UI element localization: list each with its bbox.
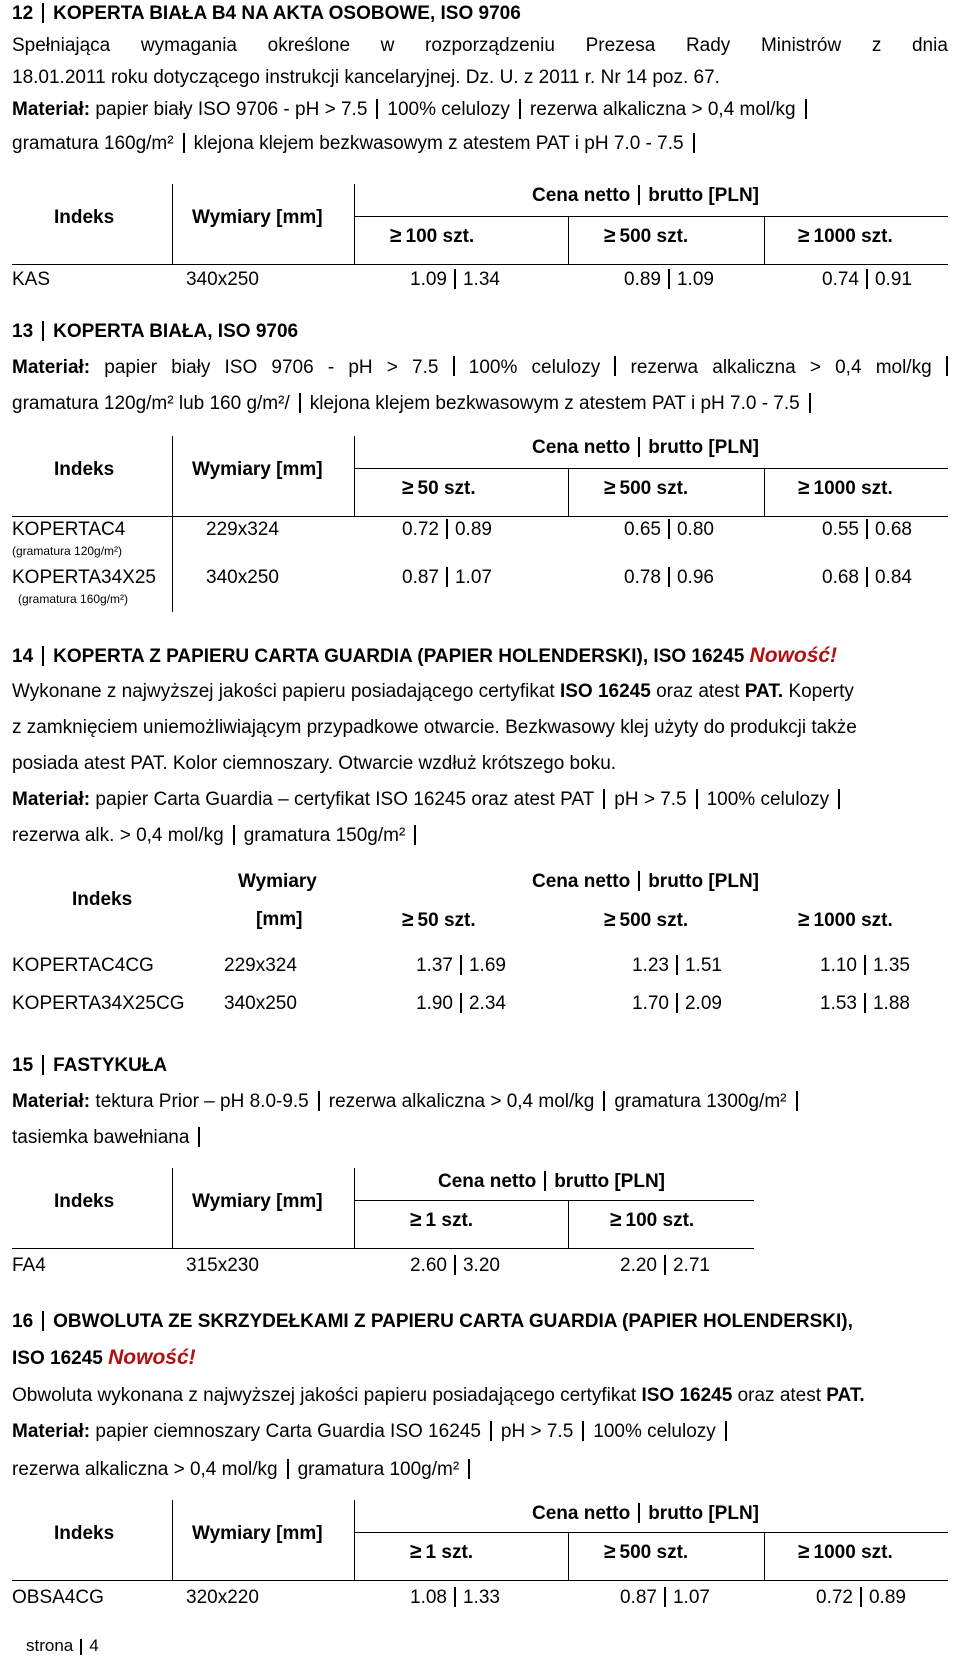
new-badge: Nowość! [108,1346,196,1369]
col-wymiary: Wymiary [mm] [192,459,323,480]
section-14-material-line2: rezerwa alk. > 0,4 mol/kg gramatura 150g/m² [12,824,425,848]
desc-word: dnia [911,35,948,56]
row-price-3: 0.68 0.84 [822,567,912,588]
section-13-material-line1 [12,356,948,380]
col-qty-2: ≥ 500 szt. [604,908,689,931]
row-indeks: KOPERTAC4 [12,519,126,540]
material-word: pH [348,357,373,378]
material-label: Materiał: [12,1421,91,1442]
row-indeks: KOPERTA34X25CG [12,993,185,1014]
material-grammage: gramatura 120g/m² lub 160 g/m²/ [12,393,290,414]
material-word: celulozy [531,357,601,378]
row-price-2: 1.23 1.51 [632,955,722,976]
material-cellulose: 100% celulozy [387,99,510,120]
material-word: - [327,357,335,378]
material-label: Materiał: [12,1091,91,1112]
section-12-material-line1 [12,98,816,122]
row-indeks: OBSA4CG [12,1587,104,1608]
section-16-price-table [12,1496,948,1586]
col-qty-3: ≥ 1000 szt. [798,1540,893,1563]
material-glue: klejona klejem bezkwasowym z atestem PAT i pH 7.0 - 7.5 [309,393,800,414]
col-indeks: Indeks [54,459,115,480]
col-qty-2: ≥ 500 szt. [604,476,689,499]
new-badge: Nowość! [749,644,838,667]
col-qty-2: ≥ 500 szt. [604,224,689,247]
col-cena: Cena netto brutto [PLN] [532,871,759,892]
col-wymiary: Wymiary [mm] [192,207,323,228]
col-qty-1: ≥ 1 szt. [410,1208,474,1231]
col-qty-3: ≥ 1000 szt. [798,224,893,247]
row-wymiary: 320x220 [186,1587,259,1608]
row-note: (gramatura 160g/m²) [18,592,129,606]
section-12-desc-line1 [12,34,948,58]
desc-word: określone [267,35,351,56]
table-row [12,516,948,564]
material-word: papier [104,357,158,378]
section-13-material-line2 [12,392,820,416]
row-indeks: KOPERTAC4CG [12,955,154,976]
desc-word: Ministrów [760,35,842,56]
desc-word: w [380,35,395,56]
section-13-title: 13 KOPERTA BIAŁA, ISO 9706 [12,321,299,342]
row-wymiary: 340x250 [186,269,259,290]
section-15-price-table [12,1164,948,1254]
section-12-material-line2 [12,132,704,156]
table-row [12,1584,948,1620]
row-price-3: 0.55 0.68 [822,519,912,540]
material-word: ISO [224,357,258,378]
section-16-title-line2: ISO 16245 Nowość! [12,1346,196,1369]
section-16-desc: Obwoluta wykonana z najwyższej jakości papieru posiadającego certyfikat ISO 16245 oraz atest PAT. [12,1385,865,1406]
col-cena: Cena netto brutto [PLN] [532,437,759,458]
col-qty-1: ≥ 50 szt. [402,476,476,499]
row-wymiary: 229x324 [206,519,279,540]
material-word: mol/kg [875,357,932,378]
section-15-material-line1: Materiał: tektura Prior – pH 8.0-9.5 rezerwa alkaliczna > 0,4 mol/kg gramatura 1300g/m² [12,1090,807,1114]
separator-bar [453,356,455,376]
section-16-title-line1: 16 OBWOLUTA ZE SKRZYDEŁKAMI Z PAPIERU CARTA GUARDIA (PAPIER HOLENDERSKI), [12,1311,853,1332]
row-price-1: 1.37 1.69 [416,955,506,976]
row-price-2: 0.65 0.80 [624,519,714,540]
section-14-desc-line2: z zamknięciem uniemożliwiającym przypadkowe otwarcie. Bezkwasowy klej użyty do produkcji także [12,717,857,738]
col-indeks: Indeks [54,1191,115,1212]
table-row [12,952,948,988]
col-cena: Cena netto brutto [PLN] [438,1171,665,1192]
section-12-title: 12 KOPERTA BIAŁA B4 NA AKTA OSOBOWE, ISO 9706 [12,3,521,24]
row-price-3: 0.74 0.91 [822,269,912,290]
material-label: Materiał: [12,789,91,810]
material-word: 9706 [271,357,314,378]
col-indeks: Indeks [54,207,115,228]
material-grammage: gramatura 160g/m² [12,133,174,154]
table-row [12,1252,948,1288]
section-14-desc-line3: posiada atest PAT. Kolor ciemnoszary. Otwarcie wzdłuż krótszego boku. [12,753,617,774]
col-wymiary-unit: [mm] [256,909,303,930]
desc-word: rozporządzeniu [425,35,555,56]
section-15-title: 15 FASTYKUŁA [12,1055,168,1076]
material-word: 0,4 [835,357,862,378]
row-price-3: 1.10 1.35 [820,955,910,976]
row-wymiary: 315x230 [186,1255,259,1276]
section-12-desc-line2: 18.01.2011 roku dotyczącego instrukcji kancelaryjnej. Dz. U. z 2011 r. Nr 14 poz. 67. [12,67,720,88]
row-price-1: 0.87 1.07 [402,567,492,588]
col-qty-1: ≥ 50 szt. [402,908,476,931]
col-wymiary: Wymiary [mm] [192,1523,323,1544]
desc-word: Spełniająca [12,35,111,56]
row-price-3: 0.72 0.89 [816,1587,906,1608]
section-14-title: 14 KOPERTA Z PAPIERU CARTA GUARDIA (PAPIER HOLENDERSKI), ISO 16245 Nowość! [12,644,838,667]
col-indeks: Indeks [72,889,133,910]
material-word: 7.5 [412,357,439,378]
col-wymiary: Wymiary [238,871,317,892]
material-alkaline: rezerwa alkaliczna > 0,4 mol/kg [529,99,796,120]
row-price-1: 1.90 2.34 [416,993,506,1014]
material-word: > [386,357,398,378]
col-qty-1: ≥ 1 szt. [410,1540,474,1563]
row-price-2: 1.70 2.09 [632,993,722,1014]
col-qty-2: ≥ 500 szt. [604,1540,689,1563]
material-word: alkaliczna [712,357,796,378]
row-wymiary: 340x250 [206,567,279,588]
col-qty-3: ≥ 1000 szt. [798,908,893,931]
material-word: > [809,357,821,378]
section-16-material-line2: rezerwa alkaliczna > 0,4 mol/kg gramatura 100g/m² [12,1458,479,1482]
table-row [12,564,948,612]
section-14-material-line1: Materiał: papier Carta Guardia – certyfikat ISO 16245 oraz atest PAT pH > 7.5 100% celulozy [12,788,849,812]
col-qty-1: ≥ 100 szt. [390,224,475,247]
row-price-1: 1.08 1.33 [410,1587,500,1608]
col-indeks: Indeks [54,1523,115,1544]
separator-bar [614,356,616,376]
material-glue: klejona klejem bezkwasowym z atestem PAT i pH 7.0 - 7.5 [193,133,684,154]
page-footer: strona 4 [26,1636,99,1655]
row-indeks: KAS [12,269,51,290]
table-row [12,990,948,1026]
material-label: Materiał: [12,99,91,120]
desc-word: Prezesa [585,35,656,56]
section-14-price-table [12,864,948,954]
col-cena: Cena netto brutto [PLN] [532,1503,759,1524]
col-cena: Cena netto brutto [PLN] [532,185,759,206]
desc-word: wymagania [140,35,237,56]
material-word: rezerwa [630,357,699,378]
row-price-2: 0.78 0.96 [624,567,714,588]
row-note: (gramatura 120g/m²) [12,544,123,558]
row-price-2: 0.89 1.09 [624,269,714,290]
material-word: 100% [468,357,518,378]
row-indeks: KOPERTA34X25 [12,567,156,588]
desc-word: z [871,35,882,56]
col-wymiary: Wymiary [mm] [192,1191,323,1212]
row-wymiary: 340x250 [224,993,297,1014]
row-indeks: FA4 [12,1255,46,1276]
row-price-1: 1.09 1.34 [410,269,500,290]
row-price-2: 0.87 1.07 [620,1587,710,1608]
row-price-1: 2.60 3.20 [410,1255,500,1276]
section-15-material-line2: tasiemka bawełniana [12,1126,209,1150]
section-16-material-line1: Materiał: papier ciemnoszary Carta Guardia ISO 16245 pH > 7.5 100% celulozy [12,1420,736,1444]
row-price-3: 1.53 1.88 [820,993,910,1014]
col-qty-3: ≥ 1000 szt. [798,476,893,499]
material-label: Materiał: [12,357,91,378]
row-price-2: 2.20 2.71 [620,1255,710,1276]
row-wymiary: 229x324 [224,955,297,976]
section-14-desc-line1: Wykonane z najwyższej jakości papieru posiadającego certyfikat ISO 16245 oraz atest PAT. Koperty [12,681,854,702]
col-qty-2: ≥ 100 szt. [610,1208,695,1231]
separator-bar [946,356,948,376]
row-price-1: 0.72 0.89 [402,519,492,540]
desc-word: Rady [685,35,731,56]
table-row [12,266,948,296]
material-spec: papier biały ISO 9706 - pH > 7.5 [95,99,368,120]
material-word: biały [171,357,211,378]
